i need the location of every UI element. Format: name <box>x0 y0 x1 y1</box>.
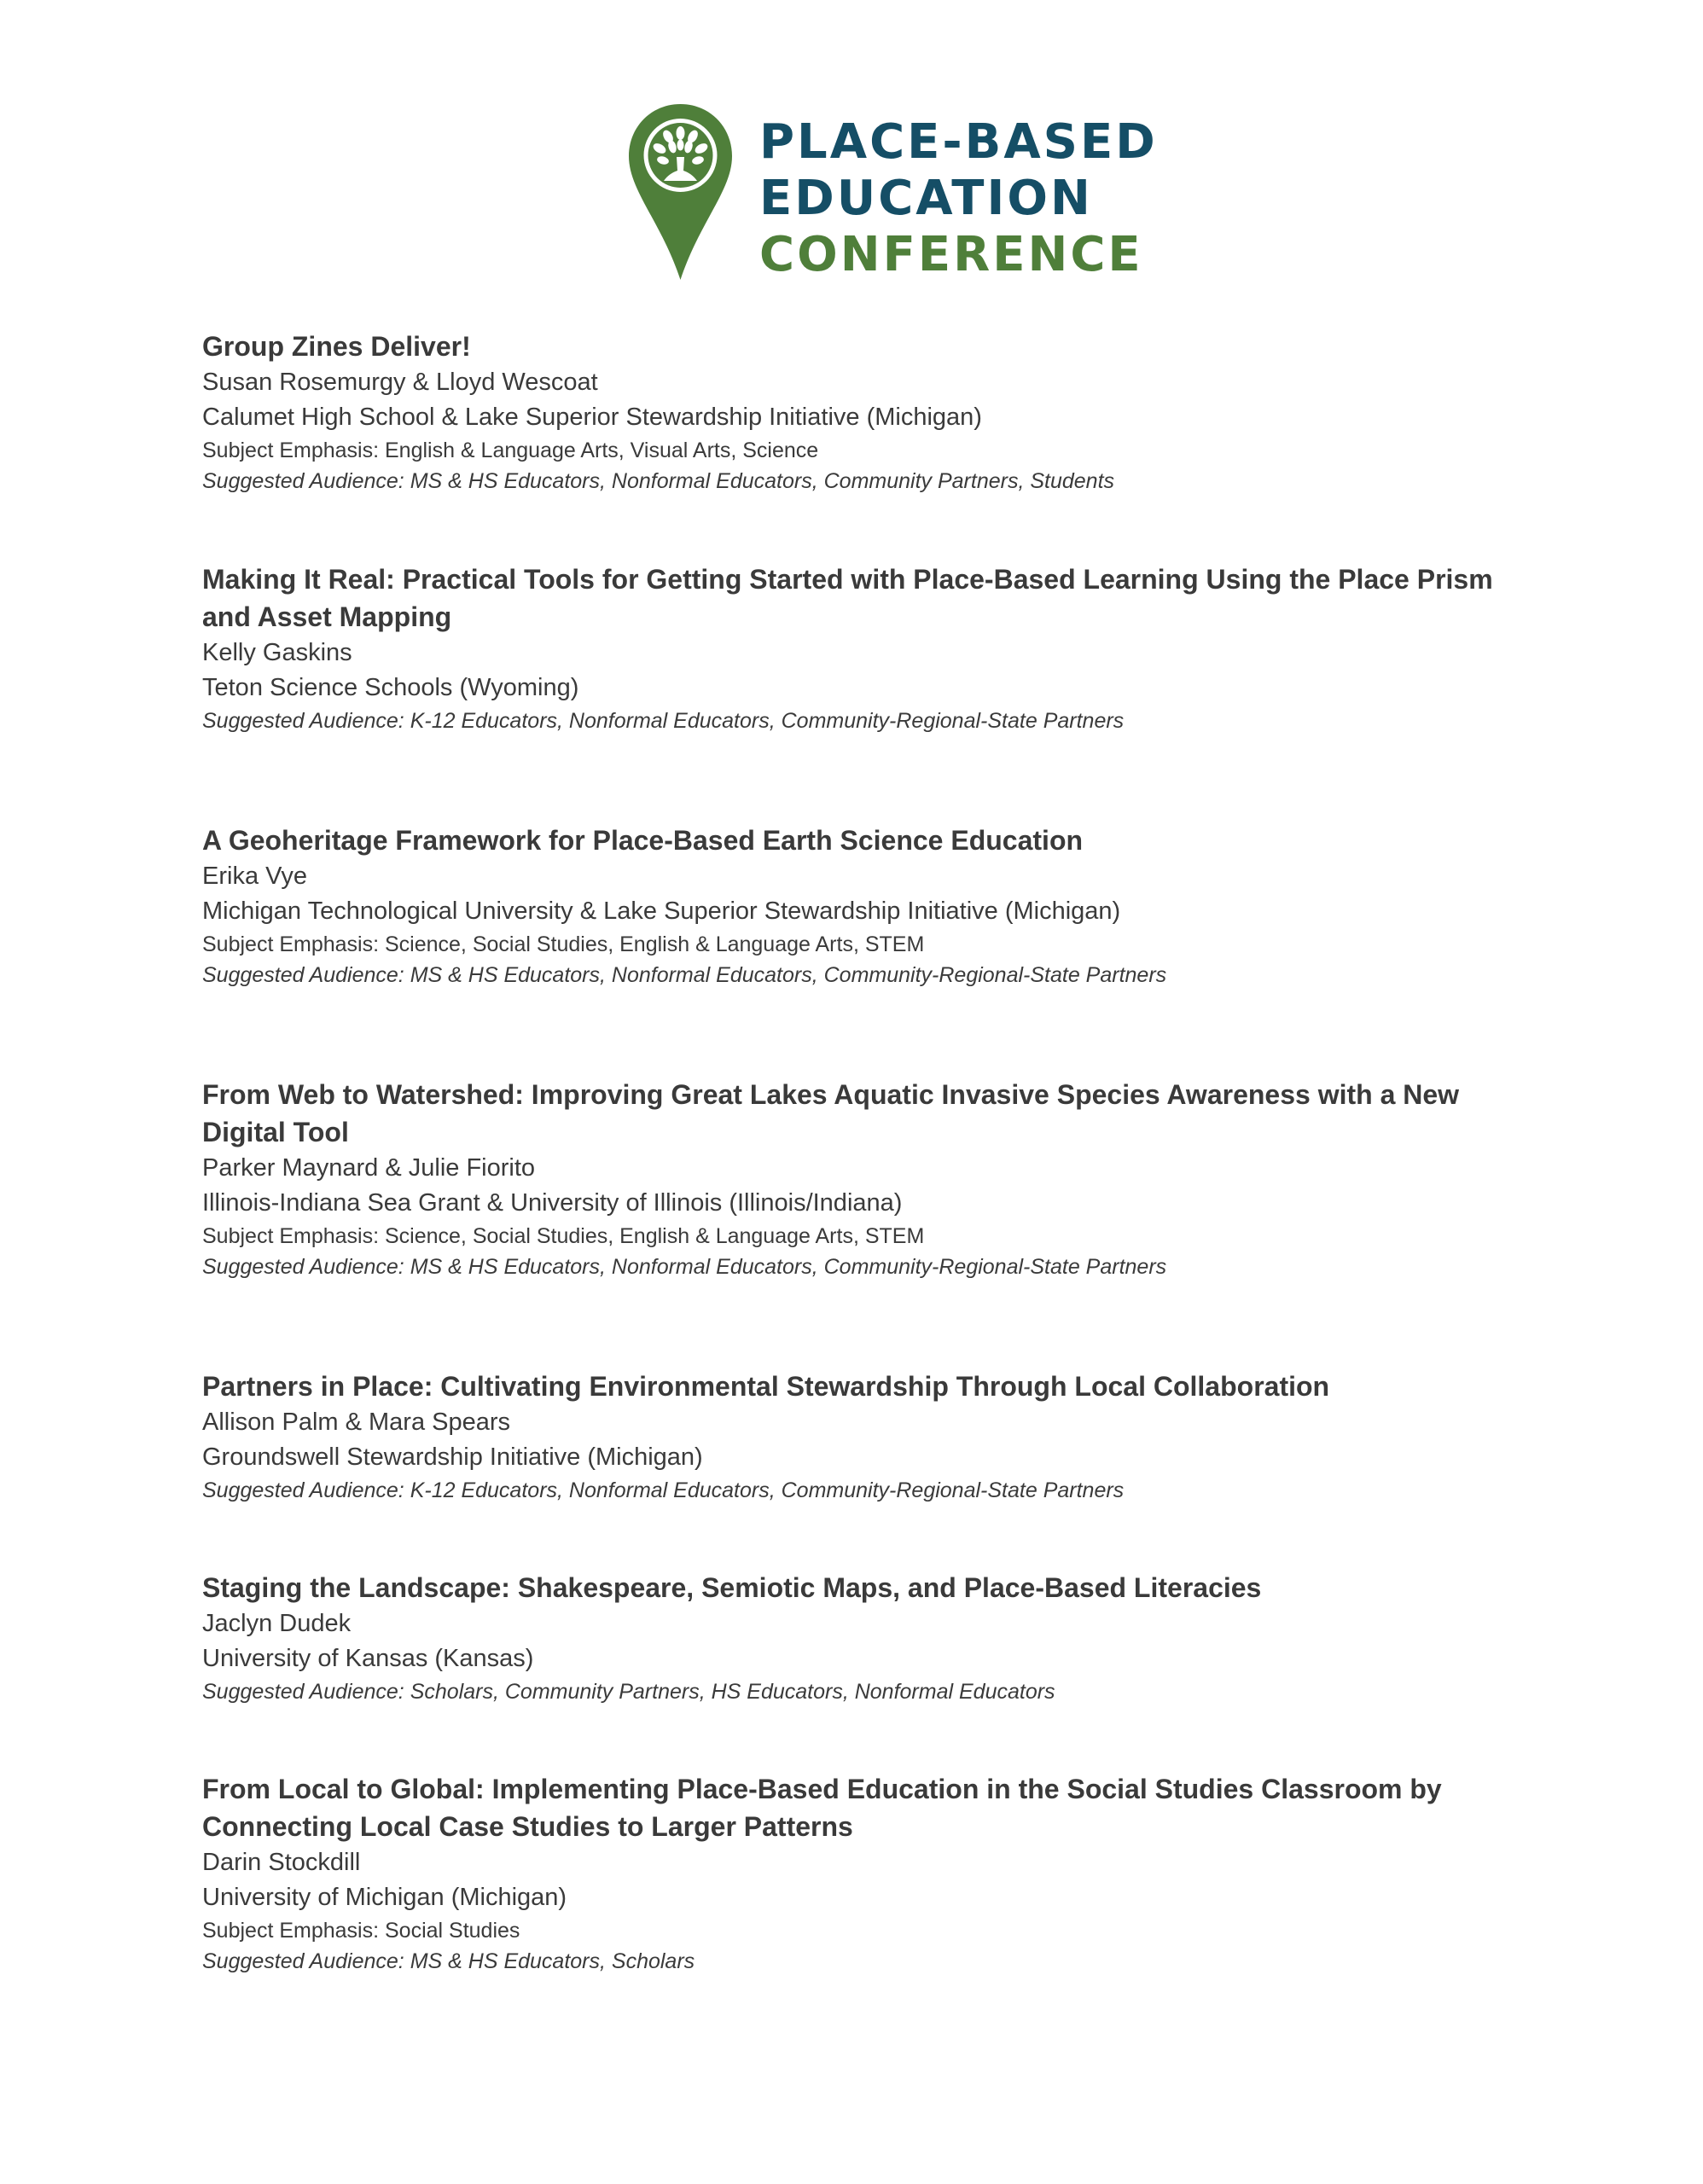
session-title: From Local to Global: Implementing Place-Based Education in the Social Studies Classroom by Connecting Local Case Studies to Larger Patterns <box>202 1774 1442 1842</box>
session-title: Partners in Place: Cultivating Environmental Stewardship Through Local Collaboration <box>202 1371 1330 1402</box>
session-local-to-global <box>202 1770 1533 1977</box>
session-organization: Teton Science Schools (Wyoming) <box>202 674 579 701</box>
session-web-to-watershed <box>202 1076 1533 1282</box>
conference-logo <box>627 102 1158 282</box>
session-presenters: Susan Rosemurgy & Lloyd Wescoat <box>202 369 598 396</box>
session-organization: Groundswell Stewardship Initiative (Michigan) <box>202 1443 703 1471</box>
session-presenters: Darin Stockdill <box>202 1849 361 1876</box>
session-staging-the-landscape <box>202 1569 1533 1707</box>
conference-name <box>759 114 1158 283</box>
map-pin-tree-icon <box>627 102 734 282</box>
session-suggested-audience: Suggested Audience: MS & HS Educators, Nonformal Educators, Community Partners, Students <box>202 469 1115 493</box>
session-suggested-audience: Suggested Audience: MS & HS Educators, Scholars <box>202 1949 695 1973</box>
session-organization: Calumet High School & Lake Superior Stewardship Initiative (Michigan) <box>202 404 982 431</box>
session-partners-in-place <box>202 1368 1533 1506</box>
session-subject-emphasis: Subject Emphasis: Social Studies <box>202 1919 520 1943</box>
session-subject-emphasis: Subject Emphasis: Science, Social Studies, English & Language Arts, STEM <box>202 1224 925 1248</box>
session-organization: Michigan Technological University & Lake Superior Stewardship Initiative (Michigan) <box>202 897 1121 925</box>
session-group-zines <box>202 328 1533 497</box>
session-suggested-audience: Suggested Audience: K-12 Educators, Nonformal Educators, Community-Regional-State Partners <box>202 1478 1125 1502</box>
session-title: Staging the Landscape: Shakespeare, Semiotic Maps, and Place-Based Literacies <box>202 1572 1262 1603</box>
logo-line-conference: CONFERENCE <box>759 227 1143 282</box>
session-suggested-audience: Suggested Audience: K-12 Educators, Nonformal Educators, Community-Regional-State Partners <box>202 709 1125 733</box>
session-suggested-audience: Suggested Audience: MS & HS Educators, Nonformal Educators, Community-Regional-State Partners <box>202 1255 1167 1279</box>
session-title: From Web to Watershed: Improving Great Lakes Aquatic Invasive Species Awareness with a New Digital Tool <box>202 1079 1460 1147</box>
session-title: Making It Real: Practical Tools for Getting Started with Place-Based Learning Using the Place Prism and Asset Mapping <box>202 564 1493 632</box>
session-making-it-real <box>202 561 1533 736</box>
session-list <box>202 328 1533 1977</box>
session-suggested-audience: Suggested Audience: Scholars, Community Partners, HS Educators, Nonformal Educators <box>202 1680 1055 1704</box>
session-presenters: Parker Maynard & Julie Fiorito <box>202 1154 536 1182</box>
session-presenters: Kelly Gaskins <box>202 639 352 666</box>
session-organization: University of Kansas (Kansas) <box>202 1645 534 1672</box>
session-organization: University of Michigan (Michigan) <box>202 1884 567 1911</box>
session-title: Group Zines Deliver! <box>202 331 471 362</box>
session-presenters: Jaclyn Dudek <box>202 1610 352 1637</box>
session-subject-emphasis: Subject Emphasis: English & Language Arts, Visual Arts, Science <box>202 439 819 462</box>
session-title: A Geoheritage Framework for Place-Based Earth Science Education <box>202 825 1084 856</box>
logo-line-education: EDUCATION <box>759 171 1093 226</box>
session-presenters: Erika Vye <box>202 863 308 890</box>
session-organization: Illinois-Indiana Sea Grant & University of Illinois (Illinois/Indiana) <box>202 1189 903 1217</box>
session-suggested-audience: Suggested Audience: MS & HS Educators, Nonformal Educators, Community-Regional-State Partners <box>202 963 1167 987</box>
session-geoheritage-framework <box>202 822 1533 990</box>
logo-line-place-based: PLACE-BASED <box>759 114 1158 170</box>
session-subject-emphasis: Subject Emphasis: Science, Social Studies, English & Language Arts, STEM <box>202 932 925 956</box>
session-presenters: Allison Palm & Mara Spears <box>202 1409 511 1436</box>
